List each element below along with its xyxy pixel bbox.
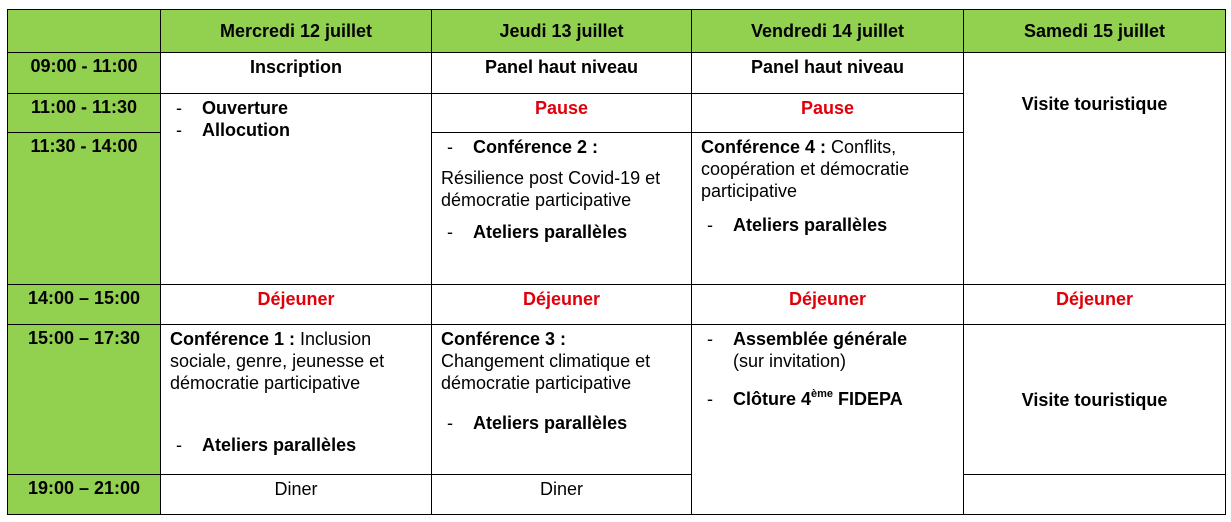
list-item: - Assemblée générale (sur invitation): [707, 329, 908, 371]
thu-conf2-text: Résilience post Covid‑19 et démocratie participative: [441, 168, 661, 210]
list-item: - Ateliers parallèles: [447, 413, 628, 433]
time-slot: 14:00 – 15:00: [8, 285, 161, 325]
thu-conf3-title: Conférence 3 :: [441, 329, 567, 349]
list-item: - Ateliers parallèles: [707, 215, 888, 235]
fri-dejeuner: Déjeuner: [692, 285, 964, 325]
header-row: [8, 10, 1226, 53]
row-1500: [8, 325, 1226, 475]
wed-conf1-block: [170, 328, 423, 394]
thu-conf2-title: Conférence 2 :: [473, 137, 599, 157]
list-item: - Conférence 2 :: [447, 137, 599, 157]
day-header-thursday: Jeudi 13 juillet: [432, 10, 692, 53]
list-item: - Allocution: [176, 120, 290, 140]
thu-pause: Pause: [432, 94, 692, 133]
wed-diner: Diner: [161, 475, 432, 515]
wed-dejeuner: Déjeuner: [161, 285, 432, 325]
wed-ouverture: Ouverture: [202, 98, 289, 118]
list-item: - Ouverture: [176, 98, 289, 118]
sat-visite-morning-label: Visite touristique: [1021, 94, 1168, 114]
fri-ateliers: Ateliers parallèles: [733, 215, 888, 235]
row-1400: [8, 285, 1226, 325]
fri-conf4-cell: [692, 133, 964, 285]
fri-assemblee: Assemblée générale: [733, 329, 908, 349]
wed-conf1-cell: [161, 325, 432, 475]
day-header-wednesday: Mercredi 12 juillet: [161, 10, 432, 53]
day-header-saturday: Samedi 15 juillet: [964, 10, 1226, 53]
wed-inscription: Inscription: [161, 53, 432, 94]
row-0900: [8, 53, 1226, 94]
fri-conf4-title: Conférence 4 :: [701, 137, 827, 157]
thu-conf3-text: Changement climatique et démocratie participative: [441, 351, 651, 393]
thu-ateliers-1: Ateliers parallèles: [473, 222, 628, 242]
time-slot: 11:30 - 14:00: [8, 133, 161, 285]
time-slot: 15:00 – 17:30: [8, 325, 161, 475]
fri-cloture-sup: ème: [811, 388, 834, 400]
list-item: - Ateliers parallèles: [176, 435, 357, 455]
corner-cell: [8, 10, 161, 53]
sat-visite-morning: [964, 53, 1226, 285]
sat-dejeuner: Déjeuner: [964, 285, 1226, 325]
time-slot: 11:00 - 11:30: [8, 94, 161, 133]
sat-visite-afternoon: Visite touristique: [964, 325, 1226, 475]
sat-empty-cell: [964, 475, 1226, 515]
wed-conf1-title: Conférence 1 :: [170, 329, 296, 349]
thu-diner: Diner: [432, 475, 692, 515]
fri-cloture-end: FIDEPA: [833, 389, 903, 409]
fri-panel: Panel haut niveau: [692, 53, 964, 94]
row-1900: [8, 475, 1226, 515]
thu-panel: Panel haut niveau: [432, 53, 692, 94]
fri-pause: Pause: [692, 94, 964, 133]
time-slot: 19:00 – 21:00: [8, 475, 161, 515]
schedule-table: [7, 9, 1226, 515]
time-slot: 09:00 - 11:00: [8, 53, 161, 94]
fri-invitation: (sur invitation): [733, 351, 847, 371]
thu-dejeuner: Déjeuner: [432, 285, 692, 325]
list-item: - Ateliers parallèles: [447, 222, 628, 242]
fri-cloture: Clôture 4: [733, 389, 812, 409]
fri-closing-cell: [692, 325, 964, 515]
thu-ateliers-2: Ateliers parallèles: [473, 413, 628, 433]
fri-conf4-block: [701, 136, 955, 202]
wed-allocution: Allocution: [202, 120, 290, 140]
thu-conf2-cell: [432, 133, 692, 285]
thu-conf3-cell: [432, 325, 692, 475]
fri-cloture-block: [733, 388, 903, 410]
day-header-friday: Vendredi 14 juillet: [692, 10, 964, 53]
fri-conf4-text: Conflits, coopération et démocratie participative: [701, 137, 910, 201]
fri-assemblee-block: [733, 328, 907, 372]
wed-opening-cell: [161, 94, 432, 285]
list-item: - Clôture 4ème FIDEPA: [707, 388, 903, 409]
wed-conf1-text: Inclusion sociale, genre, jeunesse et démocratie participative: [170, 329, 385, 393]
wed-ateliers: Ateliers parallèles: [202, 435, 357, 455]
